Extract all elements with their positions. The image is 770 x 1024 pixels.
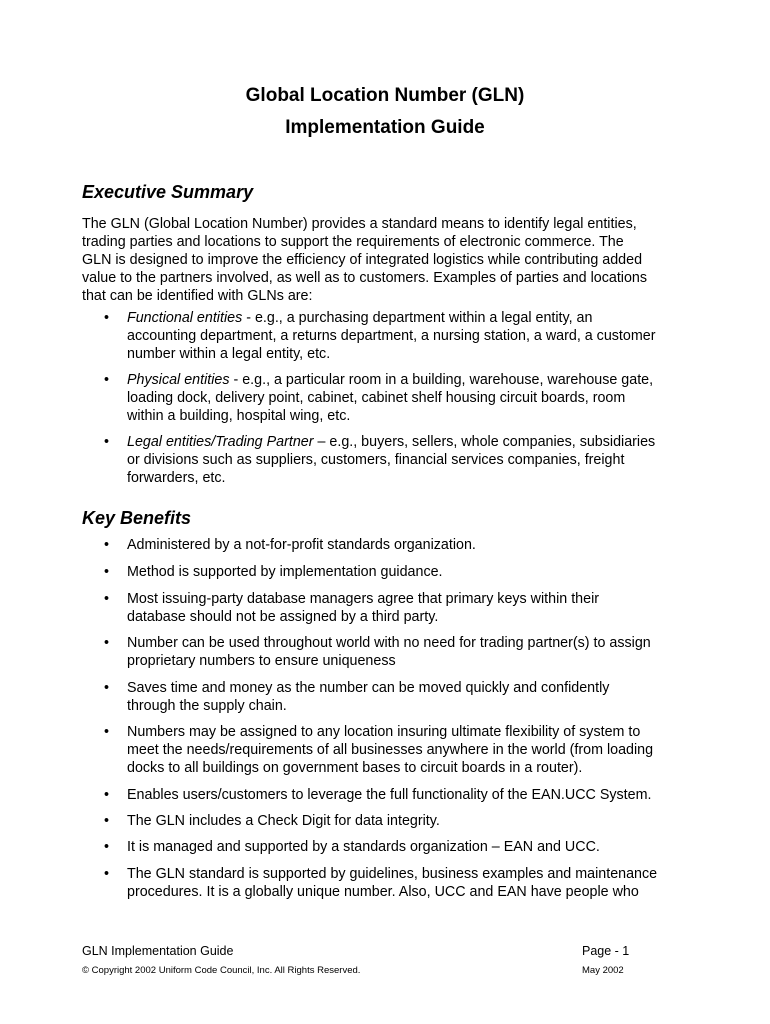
bullet-text: Numbers may be assigned to any location insuring ultimate flexibility of system to <box>127 724 641 740</box>
bullet-marker: • <box>104 680 110 696</box>
bullet-text: It is managed and supported by a standards organization – EAN and UCC. <box>127 839 600 855</box>
bullet-marker: • <box>104 591 110 607</box>
bullet-text: - e.g., a purchasing department within a legal entity, an <box>242 310 593 326</box>
bullet-marker: • <box>104 635 110 651</box>
bullet-text: Administered by a not-for-profit standards organization. <box>127 537 476 553</box>
footer-page-number: Page - 1 <box>582 944 630 958</box>
paragraph-line: that can be identified with GLNs are: <box>82 288 313 304</box>
bullet-marker: • <box>104 866 110 882</box>
bullet-text: The GLN includes a Check Digit for data integrity. <box>127 813 440 829</box>
paragraph-line: GLN is designed to improve the efficiency of integrated logistics while contributing added <box>82 252 643 268</box>
bullet-marker: • <box>104 310 110 326</box>
bullet-text: within a building, hospital wing, etc. <box>127 408 351 424</box>
section-heading-key-benefits: Key Benefits <box>82 508 192 528</box>
bullet-marker: • <box>104 724 110 740</box>
bullet-marker: • <box>104 787 110 803</box>
bullet-text: procedures. It is a globally unique number. Also, UCC and EAN have people who <box>127 884 639 900</box>
bullet-text: The GLN standard is supported by guidelines, business examples and maintenance <box>127 866 658 882</box>
executive-summary-paragraph <box>82 215 692 305</box>
footer-right <box>582 943 629 977</box>
section-heading-executive-summary: Executive Summary <box>82 182 254 202</box>
bullet-marker: • <box>104 434 110 450</box>
bullet-text: accounting department, a returns department, a nursing station, a ward, a customer <box>127 328 656 344</box>
footer-date: May 2002 <box>582 965 624 976</box>
bullet-text: Number can be used throughout world with no need for trading partner(s) to assign <box>127 635 651 651</box>
bullet-text: Method is supported by implementation guidance. <box>127 564 443 580</box>
bullet-text: Enables users/customers to leverage the full functionality of the EAN.UCC System. <box>127 787 652 803</box>
bullet-text: proprietary numbers to ensure uniqueness <box>127 653 396 669</box>
paragraph-line: The GLN (Global Location Number) provides a standard means to identify legal entities, <box>82 216 637 232</box>
document-subtitle: Implementation Guide <box>285 117 485 138</box>
bullet-marker: • <box>104 372 110 388</box>
document-title: Global Location Number (GLN) <box>245 85 525 106</box>
bullet-term: Functional entities <box>127 310 243 326</box>
footer-document-title: GLN Implementation Guide <box>82 944 234 958</box>
paragraph-line: value to the partners involved, as well as to customers. Examples of parties and locations <box>82 270 648 286</box>
bullet-marker: • <box>104 564 110 580</box>
footer-left <box>82 943 360 977</box>
bullet-text: meet the needs/requirements of all businesses anywhere in the world (from loading <box>127 742 654 758</box>
bullet-text: number within a legal entity, etc. <box>127 346 331 362</box>
footer-copyright: © Copyright 2002 Uniform Code Council, Inc. All Rights Reserved. <box>82 965 361 976</box>
bullet-text: through the supply chain. <box>127 698 287 714</box>
bullet-text: - e.g., a particular room in a building, warehouse, warehouse gate, <box>229 372 654 388</box>
bullet-text: forwarders, etc. <box>127 470 226 486</box>
bullet-text: Most issuing-party database managers agree that primary keys within their <box>127 591 600 607</box>
bullet-text: Saves time and money as the number can be moved quickly and confidently <box>127 680 610 696</box>
bullet-text: database should not be assigned by a third party. <box>127 609 439 625</box>
paragraph-line: trading parties and locations to support the requirements of electronic commerce. The <box>82 234 624 250</box>
bullet-term: Legal entities/Trading Partner <box>127 434 314 450</box>
bullet-text: docks to all buildings on government bases to circuit boards in a router). <box>127 760 583 776</box>
bullet-text: loading dock, delivery point, cabinet, cabinet shelf housing circuit boards, room <box>127 390 626 406</box>
bullet-term: Physical entities <box>127 372 230 388</box>
bullet-marker: • <box>104 813 110 829</box>
bullet-marker: • <box>104 839 110 855</box>
bullet-text: or divisions such as suppliers, customers, financial services companies, freight <box>127 452 625 468</box>
bullet-text: – e.g., buyers, sellers, whole companies, subsidiaries <box>313 434 656 450</box>
bullet-marker: • <box>104 537 110 553</box>
